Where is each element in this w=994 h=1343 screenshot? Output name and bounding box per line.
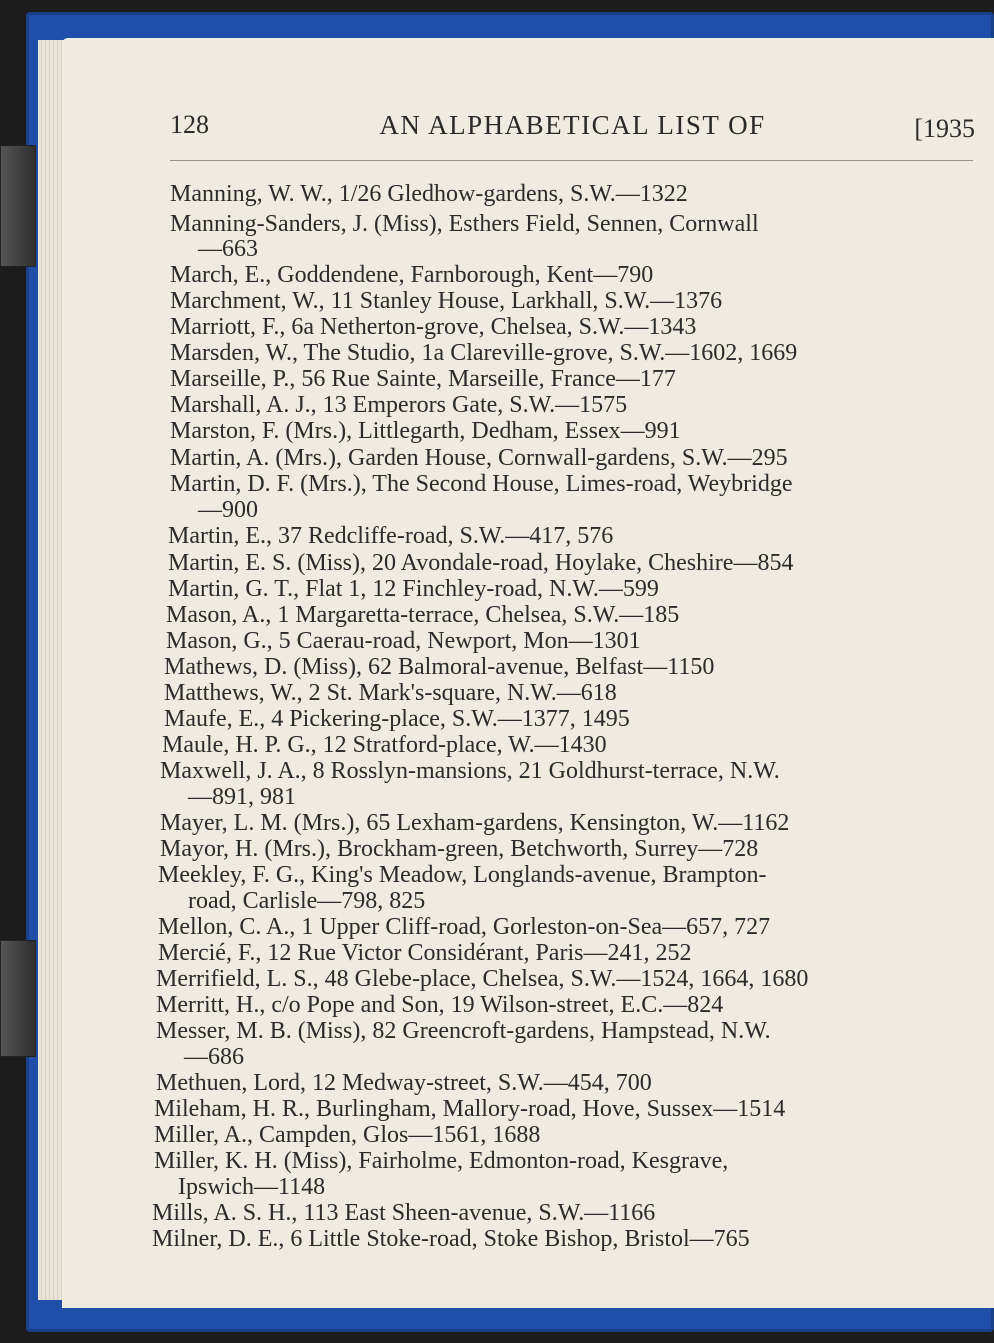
entry-line: Martin, G. T., Flat 1, 12 Finchley-road, N.W.—599: [168, 576, 659, 602]
entry-line: Marchment, W., 11 Stanley House, Larkhall, S.W.—1376: [170, 288, 723, 314]
entry-line: Meekley, F. G., King's Meadow, Longlands-avenue, Brampton-: [158, 862, 767, 888]
entry-line: Martin, D. F. (Mrs.), The Second House, Limes-road, Weybridge: [170, 471, 793, 497]
entry-line: —900: [198, 497, 258, 523]
entry-line: Matthews, W., 2 St. Mark's-square, N.W.—618: [164, 680, 617, 706]
entry-line: Maxwell, J. A., 8 Rosslyn-mansions, 21 Goldhurst-terrace, N.W.: [160, 758, 780, 784]
binding-clip-top: [0, 145, 36, 267]
entry-line: Mellon, C. A., 1 Upper Cliff-road, Gorleston-on-Sea—657, 727: [158, 914, 771, 940]
entry-line: Maule, H. P. G., 12 Stratford-place, W.—1430: [162, 732, 607, 758]
entry-line: —663: [198, 236, 258, 262]
entry-line: Milner, D. E., 6 Little Stoke-road, Stoke Bishop, Bristol—765: [152, 1226, 750, 1252]
entry-line: Merrifield, L. S., 48 Glebe-place, Chelsea, S.W.—1524, 1664, 1680: [156, 966, 809, 992]
running-header: [170, 104, 975, 144]
entry-line: road, Carlisle—798, 825: [188, 888, 426, 914]
entry-line: Manning, W. W., 1/26 Gledhow-gardens, S.W.—1322: [170, 181, 688, 207]
page-title: AN ALPHABETICAL LIST OF: [379, 110, 766, 140]
entry-line: Marseille, P., 56 Rue Sainte, Marseille, France—177: [170, 366, 676, 392]
entry-line: Maufe, E., 4 Pickering-place, S.W.—1377, 1495: [164, 706, 630, 732]
year-marker: [1935: [914, 114, 975, 143]
entry-line: Ipswich—1148: [178, 1174, 326, 1200]
entry-line: Messer, M. B. (Miss), 82 Greencroft-gardens, Hampstead, N.W.: [156, 1018, 771, 1044]
header-rule: [170, 160, 973, 161]
entry-line: —686: [184, 1044, 244, 1070]
entry-line: Miller, K. H. (Miss), Fairholme, Edmonton-road, Kesgrave,: [154, 1148, 729, 1174]
entry-line: Marston, F. (Mrs.), Littlegarth, Dedham, Essex—991: [170, 418, 681, 444]
entry-line: Mason, G., 5 Caerau-road, Newport, Mon—1301: [166, 628, 641, 654]
entry-line: Mayor, H. (Mrs.), Brockham-green, Betchworth, Surrey—728: [160, 836, 759, 862]
entry-line: Martin, E., 37 Redcliffe-road, S.W.—417, 576: [168, 523, 614, 549]
entry-line: Mayer, L. M. (Mrs.), 65 Lexham-gardens, Kensington, W.—1162: [160, 810, 790, 836]
entry-line: Mathews, D. (Miss), 62 Balmoral-avenue, Belfast—1150: [164, 654, 715, 680]
page-number: 128: [170, 110, 209, 139]
entry-line: Marsden, W., The Studio, 1a Clareville-grove, S.W.—1602, 1669: [170, 340, 798, 366]
entry-line: Merritt, H., c/o Pope and Son, 19 Wilson-street, E.C.—824: [156, 992, 724, 1018]
entry-line: —891, 981: [188, 784, 296, 810]
entry-line: Martin, E. S. (Miss), 20 Avondale-road, Hoylake, Cheshire—854: [168, 550, 794, 576]
binding-clip-bottom: [0, 940, 36, 1057]
entry-line: Mason, A., 1 Margaretta-terrace, Chelsea, S.W.—185: [166, 602, 680, 628]
entry-line: Miller, A., Campden, Glos—1561, 1688: [154, 1122, 541, 1148]
entry-line: March, E., Goddendene, Farnborough, Kent—790: [170, 262, 654, 288]
entry-line: Martin, A. (Mrs.), Garden House, Cornwall-gardens, S.W.—295: [170, 445, 788, 471]
entry-line: Mercié, F., 12 Rue Victor Considérant, Paris—241, 252: [158, 940, 692, 966]
entry-line: Marriott, F., 6a Netherton-grove, Chelsea, S.W.—1343: [170, 314, 697, 340]
entry-line: Mills, A. S. H., 113 East Sheen-avenue, S.W.—1166: [152, 1200, 656, 1226]
entry-line: Mileham, H. R., Burlingham, Mallory-road, Hove, Sussex—1514: [154, 1096, 786, 1122]
entry-line: Marshall, A. J., 13 Emperors Gate, S.W.—1575: [170, 392, 628, 418]
entry-line: Manning-Sanders, J. (Miss), Esthers Field, Sennen, Cornwall: [170, 211, 759, 237]
entry-line: Methuen, Lord, 12 Medway-street, S.W.—454, 700: [156, 1070, 652, 1096]
